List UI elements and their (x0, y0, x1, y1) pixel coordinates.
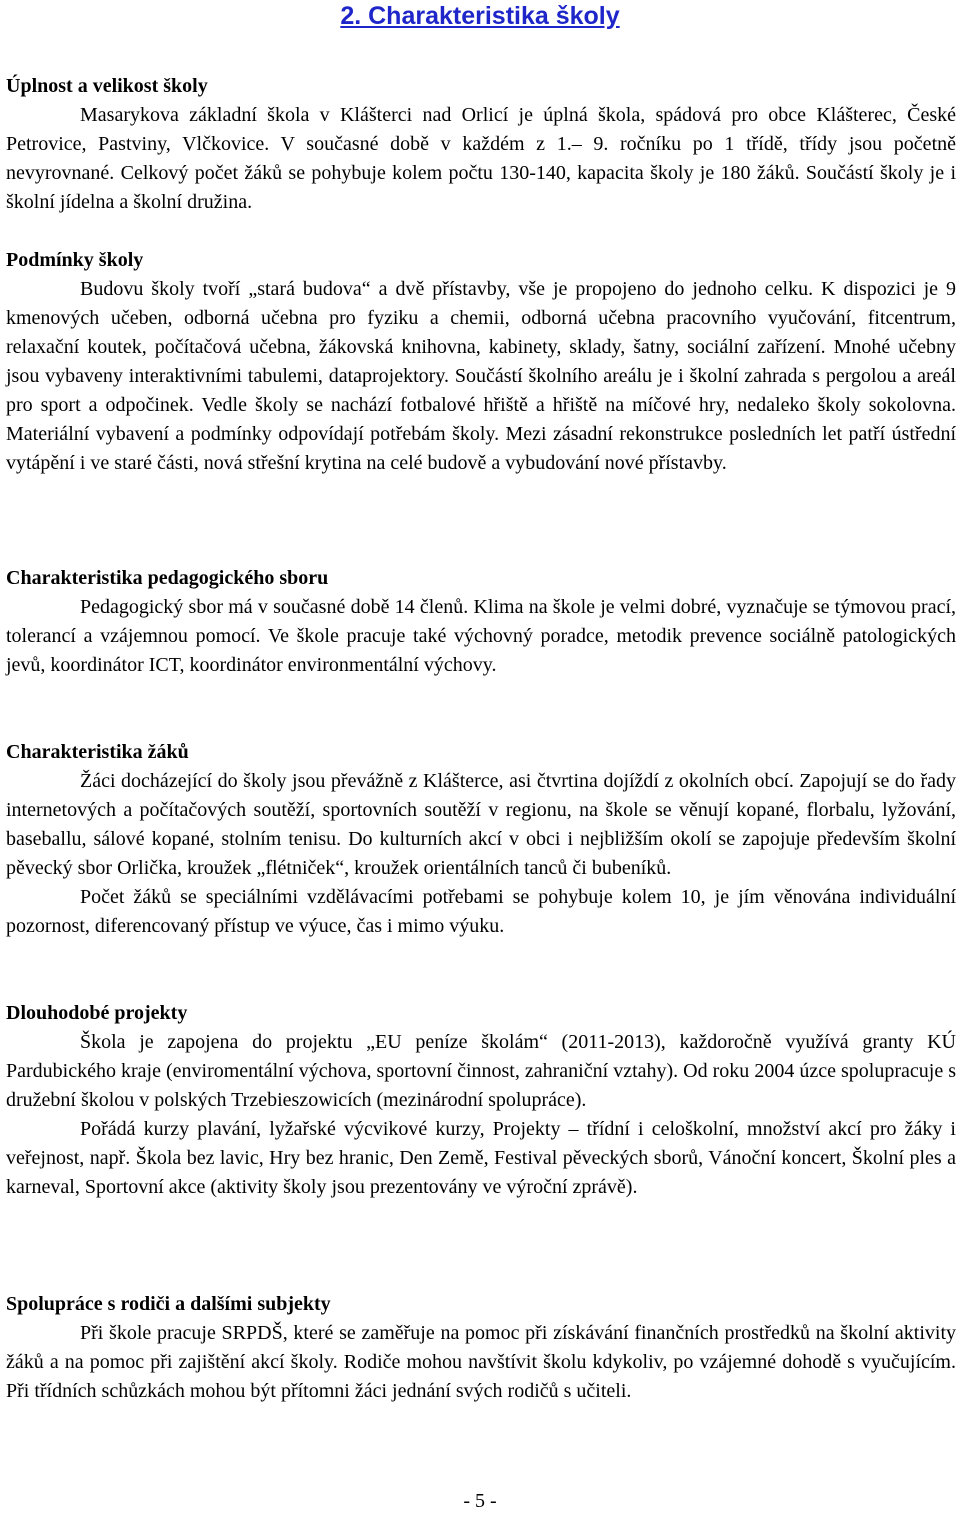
section-paragraph: Pedagogický sbor má v současné době 14 členů. Klima na škole je velmi dobré, vyznačuje se týmovou prací, tolerancí a vzájemnou pomocí. Ve škole pracuje také výchovný poradce, metodik prevence sociálně patologických jevů, koordinátor ICT, koordinátor environmentální výchovy. (6, 596, 956, 676)
section-pedagogicky-sbor (6, 564, 956, 680)
section-heading: Úplnost a velikost školy (6, 75, 208, 97)
section-uplnost (6, 72, 956, 217)
section-heading: Charakteristika pedagogického sboru (6, 567, 329, 589)
page-title: 2. Charakteristika školy (340, 2, 620, 30)
section-paragraph: Pořádá kurzy plavání, lyžařské výcvikové kurzy, Projekty – třídní i celoškolní, množství akcí pro žáky i veřejnost, např. Škola bez lavic, Hry bez hranic, Den Země, Festival pěveckých sborů, Vánoční koncert, Školní ples a karneval, Sportovní akce (aktivity školy jsou prezentovány ve výroční zprávě). (6, 1118, 956, 1198)
section-heading: Dlouhodobé projekty (6, 1002, 188, 1024)
page-number: - 5 - (463, 1490, 497, 1512)
section-paragraph: Škola je zapojena do projektu „EU peníze školám“ (2011-2013), každoročně využívá granty KÚ Pardubického kraje (enviromentální výchova, sportovní činnost, zahraniční vztahy). Od roku 2004 úzce spolupracuje s družební školou v polských Trzebieszowicích (mezinárodní spolupráce). (6, 1031, 956, 1111)
section-paragraph: Žáci docházející do školy jsou převážně z Klášterce, asi čtvrtina dojíždí z okolních obcí. Zapojují se do řady internetových a počítačových soutěží, sportovních soutěží v regionu, na škole se věnují kopané, florbalu, lyžování, baseballu, sálové kopané, stolním tenisu. Do kulturních akcí v obci i nejbližším okolí se zapojuje především školní pěvecký sbor Orlička, kroužek „flétniček“, kroužek orientálních tanců či bubeníků. (6, 770, 956, 879)
section-heading: Charakteristika žáků (6, 741, 189, 763)
section-paragraph: Masarykova základní škola v Klášterci nad Orlicí je úplná škola, spádová pro obce Klášterec, České Petrovice, Pastviny, Vlčkovice. V současné době v každém z 1.– 9. ročníku po 1 třídě, třídy jsou početně nevyrovnané. Celkový počet žáků se pohybuje kolem počtu 130-140, kapacita školy je 180 žáků. Součástí školy je i školní jídelna a školní družina. (6, 104, 956, 213)
section-heading: Spolupráce s rodiči a dalšími subjekty (6, 1293, 331, 1315)
section-paragraph: Budovu školy tvoří „stará budova“ a dvě přístavby, vše je propojeno do jednoho celku. K dispozici je 9 kmenových učeben, odborná učebna pro fyziku a chemii, odborná učebna pracovního vyučování, fitcentrum, relaxační koutek, počítačová učebna, žákovská knihovna, kabinety, sklady, šatny, sociální zařízení. Mnohé učebny jsou vybaveny interaktivními tabulemi, dataprojektory. Součástí školního areálu je i školní zahrada s pergolou a areál pro sport a odpočinek. Vedle školy se nachází fotbalové hřiště a hřiště na míčové hry, nedaleko školy sokolovna. Materiální vybavení a podmínky odpovídají potřebám školy. Mezi zásadní rekonstrukce posledních let patří ústřední vytápění i ve staré části, nová střešní krytina na celé budově a vybudování nové přístavby. (6, 278, 956, 474)
section-heading: Podmínky školy (6, 249, 144, 271)
section-podminky (6, 246, 956, 478)
section-spoluprace (6, 1290, 956, 1406)
section-paragraph: Počet žáků se speciálními vzdělávacími potřebami se pohybuje kolem 10, je jím věnována individuální pozornost, diferencovaný přístup ve výuce, čas i mimo výuku. (6, 886, 956, 937)
section-paragraph: Při škole pracuje SRPDŠ, které se zaměřuje na pomoc při získávání finančních prostředků na školní aktivity žáků a na pomoc při zajištění akcí školy. Rodiče mohou navštívit školu kdykoliv, po vzájemné dohodě s vyučujícím. Při třídních schůzkách mohou být přítomni žáci jednání svých rodičů s učiteli. (6, 1322, 956, 1402)
section-projekty (6, 999, 956, 1202)
section-zaci (6, 738, 956, 941)
